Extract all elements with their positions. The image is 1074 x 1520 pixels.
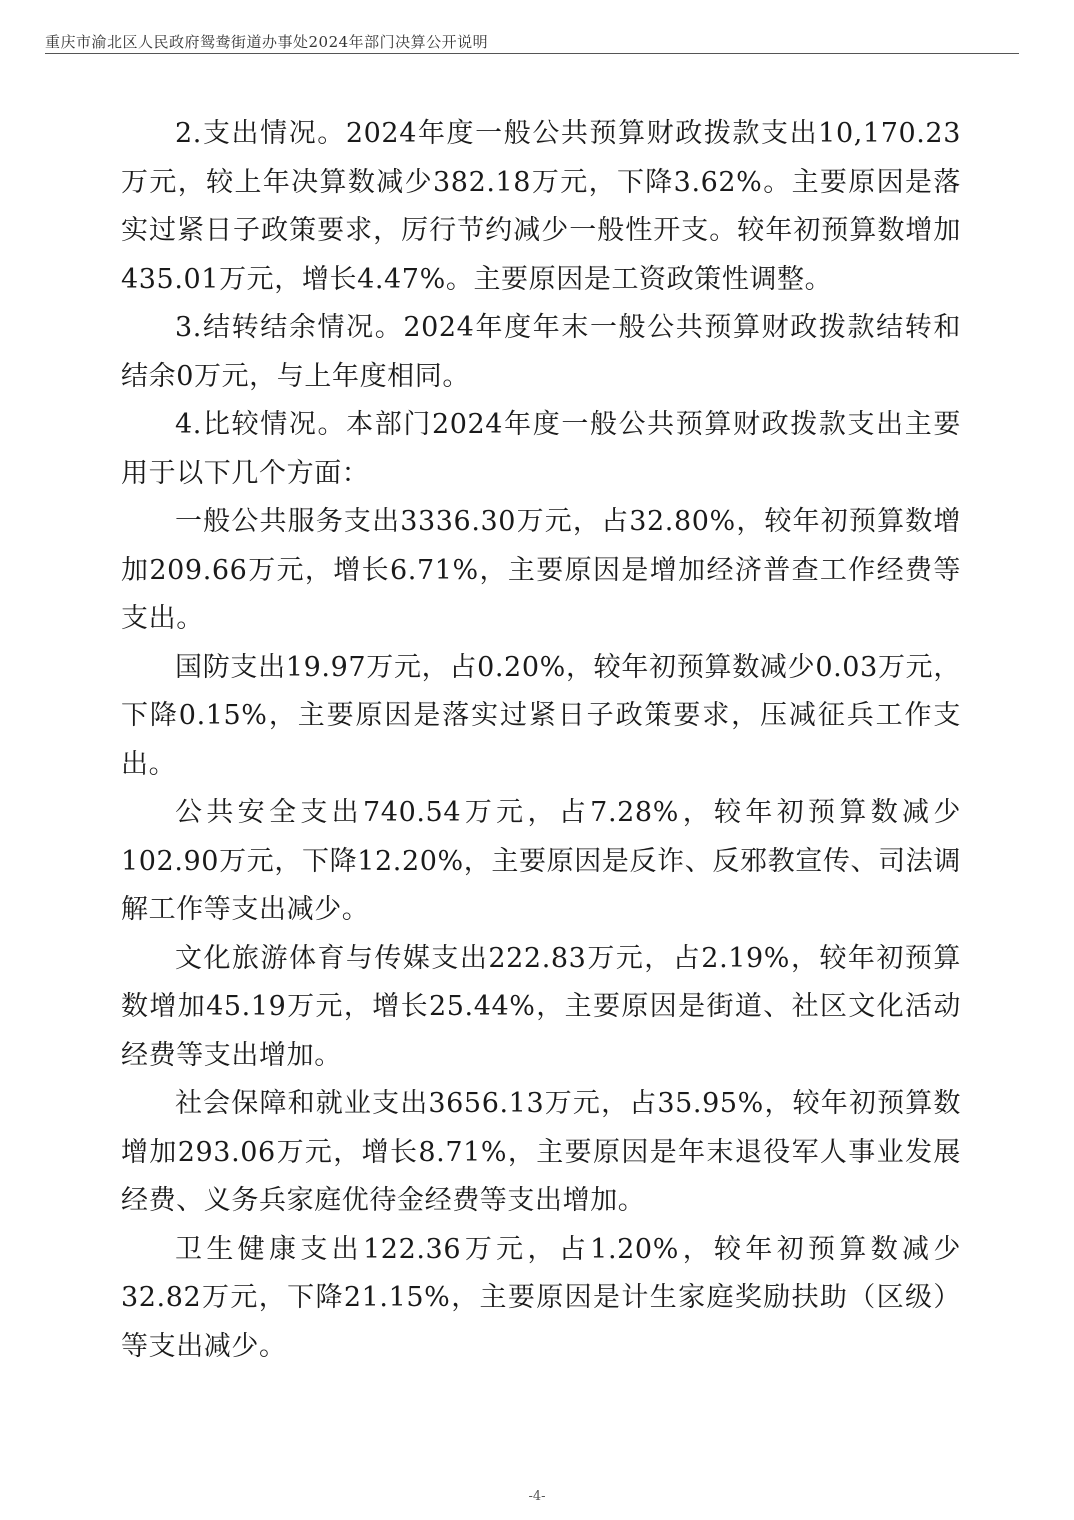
paragraph-public-security: 公共安全支出740.54万元，占7.28%，较年初预算数减少102.90万元，下降12.20%，主要原因是反诈、反邪教宣传、司法调解工作等支出减少。 [121, 797, 961, 925]
paragraph-national-defense: 国防支出19.97万元，占0.20%，较年初预算数减少0.03万元，下降0.15%，主要原因是落实过紧日子政策要求，压减征兵工作支出。 [121, 651, 961, 780]
paragraph-health: 卫生健康支出122.36万元，占1.20%，较年初预算数减少32.82万元，下降21.15%，主要原因是计生家庭奖励扶助（区级）等支出减少。 [121, 1233, 961, 1362]
paragraph-social-security-employment: 社会保障和就业支出3656.13万元，占35.95%，较年初预算数增加293.06万元，增长8.71%，主要原因是年末退役军人事业发展经费、义务兵家庭优待金经费等支出增加。 [121, 1088, 961, 1216]
page-number: -4- [528, 1489, 546, 1504]
paragraph-expenditure-overview: 2.支出情况。2024年度一般公共预算财政拨款支出10,170.23万元，较上年决算数减少382.18万元，下降3.62%。主要原因是落实过紧日子政策要求，厉行节约减少一般性开支。较年初预算数增加435.01万元，增长4.47%。主要原因是工资政策性调整。 [121, 118, 961, 295]
paragraph-carryover-balance: 3.结转结余情况。2024年度年末一般公共预算财政拨款结转和结余0万元，与上年度相同。 [121, 312, 961, 392]
document-body [121, 110, 961, 1371]
paragraph-culture-tourism-sports: 文化旅游体育与传媒支出222.83万元，占2.19%，较年初预算数增加45.19万元，增长25.44%，主要原因是街道、社区文化活动经费等支出增加。 [121, 942, 961, 1071]
paragraph-comparison-intro: 4.比较情况。本部门2024年度一般公共预算财政拨款支出主要用于以下几个方面： [121, 409, 961, 489]
header-divider [45, 53, 1019, 54]
paragraph-general-public-services: 一般公共服务支出3336.30万元，占32.80%，较年初预算数增加209.66万元，增长6.71%，主要原因是增加经济普查工作经费等支出。 [121, 506, 961, 634]
document-header-title: 重庆市渝北区人民政府鸳鸯街道办事处2024年部门决算公开说明 [45, 33, 489, 51]
